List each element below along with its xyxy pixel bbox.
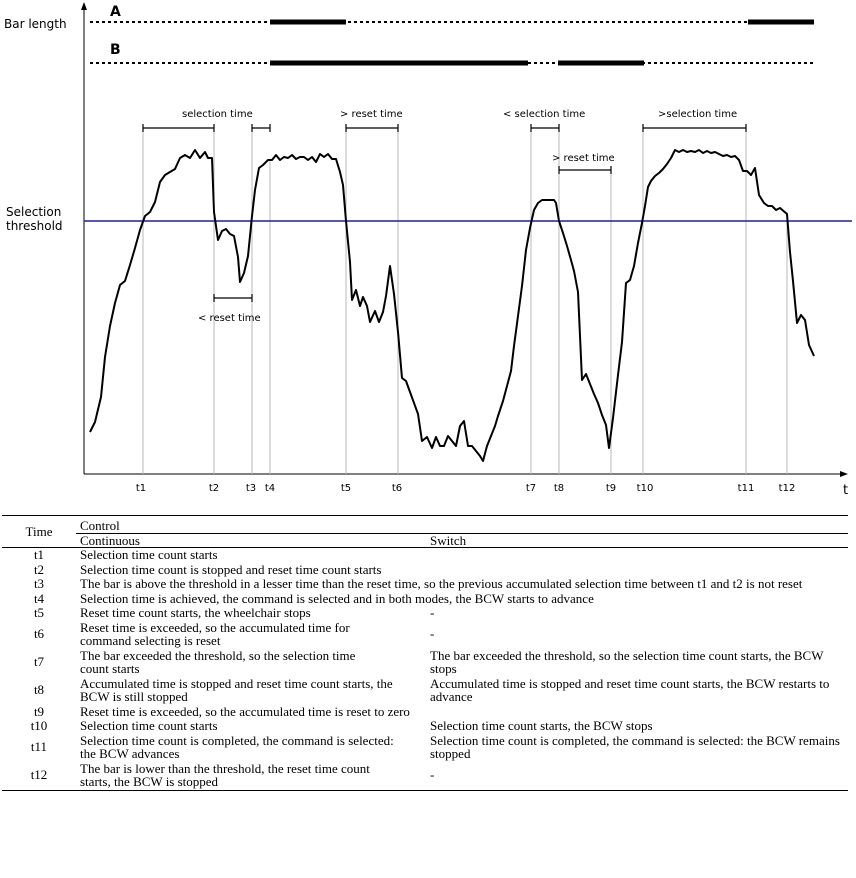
row-time: t2 xyxy=(33,561,45,577)
signal-trace xyxy=(90,150,814,461)
row-continuous: Selection time count starts xyxy=(80,718,218,733)
row-switch: - xyxy=(426,762,848,791)
row-continuous: The bar is lower than the threshold, the reset time count starts, the BCW is stopped xyxy=(76,762,426,791)
tick-t6: t6 xyxy=(391,483,403,494)
annotation-labels xyxy=(182,109,737,324)
row-continuous: The bar is above the threshold in a lesser time than the reset time, so the previous accumulated selection time between t1 and t2 is not reset xyxy=(80,576,803,591)
bracket-selection-lt xyxy=(531,124,559,132)
header-control: Control xyxy=(76,516,848,534)
row-continuous: Accumulated time is stopped and reset time count starts, the BCW is still stopped xyxy=(80,675,393,704)
table-row xyxy=(2,606,848,621)
row-continuous: Reset time is exceeded, so the accumulated time is reset to zero xyxy=(80,703,410,719)
row-time: t4 xyxy=(33,590,45,606)
label-reset-lt: < reset time xyxy=(198,313,261,324)
row-time: t9 xyxy=(33,703,45,719)
x-axis-label: t xyxy=(843,483,849,498)
tick-t2: t2 xyxy=(208,483,220,494)
table-row xyxy=(2,762,848,791)
header-continuous: Continuous xyxy=(76,533,426,548)
row-continuous: The bar exceeded the threshold, so the selection time count starts xyxy=(80,647,356,676)
row-time: t7 xyxy=(33,654,45,670)
tick-t5: t5 xyxy=(340,483,352,494)
table-row xyxy=(2,548,848,563)
row-switch: - xyxy=(430,626,435,642)
label-reset-gt-2: > reset time xyxy=(552,153,615,164)
row-switch: - xyxy=(430,605,435,620)
row-continuous: Selection time count is completed, the command is selected: the BCW advances xyxy=(80,732,394,761)
header-switch: Switch xyxy=(426,533,848,548)
tick-t10: t10 xyxy=(636,483,654,494)
tick-t9: t9 xyxy=(605,483,617,494)
tick-t8: t8 xyxy=(553,483,565,494)
row-switch: Selection time count is completed, the command is selected: the BCW remains stopped xyxy=(430,732,840,761)
panel-a-label: A xyxy=(110,4,121,20)
label-selection-time: selection time xyxy=(182,109,253,120)
annotation-brackets xyxy=(143,124,746,302)
threshold-label-line2: threshold xyxy=(6,219,63,233)
bracket-selection-gt xyxy=(643,124,746,132)
bracket-reset-gt-1 xyxy=(346,124,398,132)
row-switch: The bar exceeded the threshold, so the selection time count starts, the BCW stops xyxy=(430,647,824,676)
bracket-reset-lt xyxy=(214,294,252,302)
row-time: t1 xyxy=(33,547,45,562)
x-axis-arrow xyxy=(840,471,848,477)
row-time: t5 xyxy=(33,605,45,620)
header-time: Time xyxy=(2,516,76,548)
table-row xyxy=(2,734,848,762)
row-continuous: Selection time count starts xyxy=(80,547,218,562)
row-time: t8 xyxy=(33,682,45,698)
row-switch: Selection time count starts, the BCW stops xyxy=(430,718,653,733)
row-time: t10 xyxy=(30,718,48,733)
row-continuous: Selection time count is stopped and reset time count starts xyxy=(80,561,382,577)
label-reset-gt-1: > reset time xyxy=(340,109,403,120)
row-continuous: Reset time is exceeded, so the accumulated time for command selecting is reset xyxy=(80,619,350,648)
bracket-selection-time xyxy=(143,124,214,132)
table-row xyxy=(2,705,848,720)
y-axis-arrow xyxy=(81,2,87,10)
threshold-label-line1: Selection xyxy=(6,205,62,219)
row-continuous: Reset time count starts, the wheelchair stops xyxy=(80,605,311,620)
control-timing-table xyxy=(2,515,848,791)
row-switch: Accumulated time is stopped and reset time count starts, the BCW restarts to advance xyxy=(430,675,830,704)
tick-t7: t7 xyxy=(525,483,537,494)
row-time: t12 xyxy=(2,762,76,791)
table-row xyxy=(2,577,848,592)
row-continuous: Selection time is achieved, the command is selected and in both modes, the BCW starts to advance xyxy=(80,590,594,606)
tick-t4: t4 xyxy=(264,483,276,494)
row-time: t3 xyxy=(33,576,45,591)
tick-t3: t3 xyxy=(245,483,257,494)
tick-labels xyxy=(136,483,795,494)
bracket-t3-t4 xyxy=(252,124,270,132)
table-row xyxy=(2,563,848,578)
table-row xyxy=(2,677,848,705)
bar-length-label: Bar length xyxy=(4,17,67,31)
tick-t1: t1 xyxy=(135,483,147,494)
table-row xyxy=(2,621,848,649)
table-row xyxy=(2,719,848,734)
table-row xyxy=(2,649,848,677)
tick-t12: t12 xyxy=(778,483,796,494)
panel-b-label: B xyxy=(110,42,121,58)
tick-t11: t11 xyxy=(737,483,755,494)
table-row xyxy=(2,592,848,607)
label-selection-lt: < selection time xyxy=(503,109,586,120)
bracket-reset-gt-2 xyxy=(559,166,611,174)
row-time: t6 xyxy=(33,626,45,642)
row-time: t11 xyxy=(30,739,48,755)
label-selection-gt: >selection time xyxy=(658,109,738,120)
